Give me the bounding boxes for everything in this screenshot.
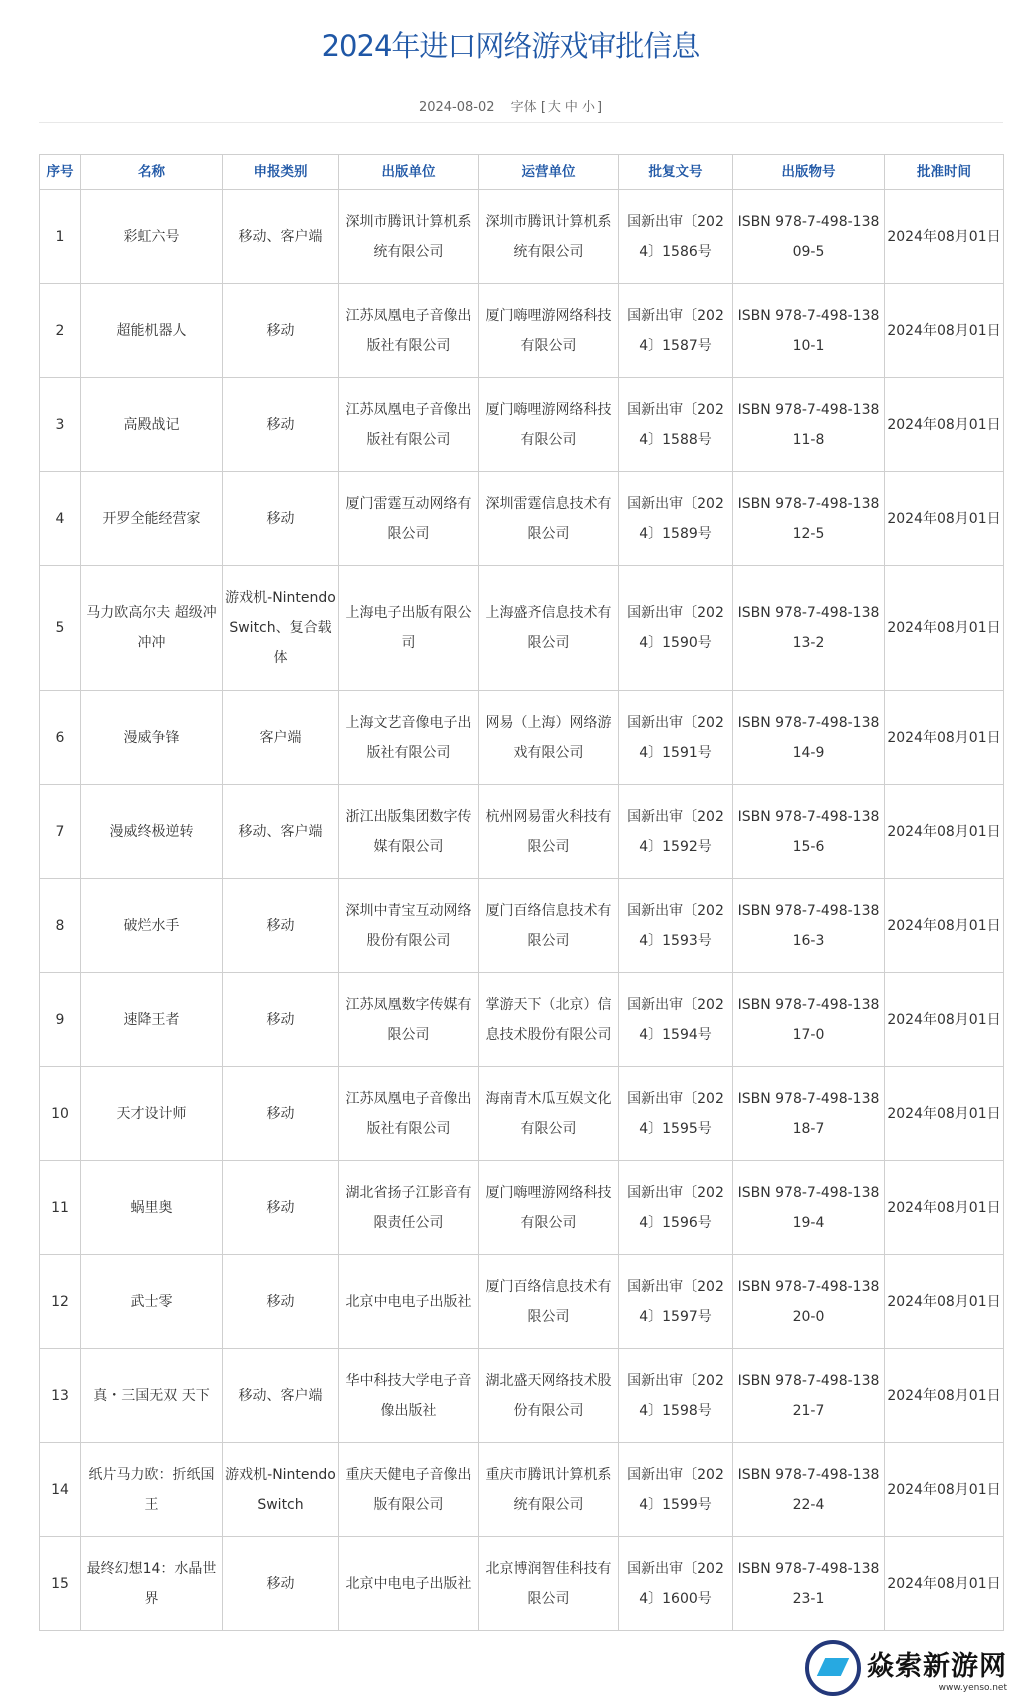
cell-col-index: 4 bbox=[40, 472, 81, 566]
cell-col-category: 移动 bbox=[223, 378, 339, 472]
cell-col-operator: 网易（上海）网络游戏有限公司 bbox=[479, 691, 619, 785]
cell-col-operator: 深圳雷霆信息技术有限公司 bbox=[479, 472, 619, 566]
cell-col-isbn: ISBN 978-7-498-13814-9 bbox=[733, 691, 885, 785]
cell-col-category: 移动 bbox=[223, 879, 339, 973]
font-large-link[interactable]: 大 bbox=[547, 100, 561, 115]
cell-col-publisher: 北京中电电子出版社 bbox=[339, 1255, 479, 1349]
table-row bbox=[40, 190, 1004, 284]
cell-col-date: 2024年08月01日 bbox=[885, 691, 1004, 785]
cell-col-approval-no: 国新出审〔2024〕1599号 bbox=[619, 1443, 733, 1537]
divider bbox=[39, 122, 1003, 123]
cell-col-isbn: ISBN 978-7-498-13810-1 bbox=[733, 284, 885, 378]
cell-col-approval-no: 国新出审〔2024〕1595号 bbox=[619, 1067, 733, 1161]
cell-col-approval-no: 国新出审〔2024〕1586号 bbox=[619, 190, 733, 284]
cell-col-category: 移动 bbox=[223, 1255, 339, 1349]
header-col-approval-no: 批复文号 bbox=[619, 155, 733, 190]
table-row bbox=[40, 1255, 1004, 1349]
cell-col-operator: 厦门嗨哩游网络科技有限公司 bbox=[479, 1161, 619, 1255]
cell-col-approval-no: 国新出审〔2024〕1598号 bbox=[619, 1349, 733, 1443]
cell-col-isbn: ISBN 978-7-498-13821-7 bbox=[733, 1349, 885, 1443]
cell-col-name: 武士零 bbox=[81, 1255, 223, 1349]
cell-col-isbn: ISBN 978-7-498-13820-0 bbox=[733, 1255, 885, 1349]
table-header-row bbox=[40, 155, 1004, 190]
cell-col-isbn: ISBN 978-7-498-13816-3 bbox=[733, 879, 885, 973]
cell-col-isbn: ISBN 978-7-498-13819-4 bbox=[733, 1161, 885, 1255]
cell-col-approval-no: 国新出审〔2024〕1592号 bbox=[619, 785, 733, 879]
cell-col-approval-no: 国新出审〔2024〕1596号 bbox=[619, 1161, 733, 1255]
font-label: 字体 bbox=[510, 100, 537, 115]
cell-col-name: 破烂水手 bbox=[81, 879, 223, 973]
font-small-link[interactable]: 小 bbox=[581, 100, 595, 115]
header-col-operator: 运营单位 bbox=[479, 155, 619, 190]
cell-col-publisher: 重庆天健电子音像出版有限公司 bbox=[339, 1443, 479, 1537]
cell-col-approval-no: 国新出审〔2024〕1597号 bbox=[619, 1255, 733, 1349]
cell-col-publisher: 深圳中青宝互动网络股份有限公司 bbox=[339, 879, 479, 973]
cell-col-publisher: 上海文艺音像电子出版社有限公司 bbox=[339, 691, 479, 785]
header-col-name: 名称 bbox=[81, 155, 223, 190]
cell-col-category: 移动、客户端 bbox=[223, 1349, 339, 1443]
cell-col-operator: 厦门百络信息技术有限公司 bbox=[479, 879, 619, 973]
table-row bbox=[40, 378, 1004, 472]
cell-col-approval-no: 国新出审〔2024〕1600号 bbox=[619, 1537, 733, 1631]
cell-col-isbn: ISBN 978-7-498-13818-7 bbox=[733, 1067, 885, 1161]
cell-col-approval-no: 国新出审〔2024〕1589号 bbox=[619, 472, 733, 566]
cell-col-isbn: ISBN 978-7-498-13811-8 bbox=[733, 378, 885, 472]
cell-col-category: 移动 bbox=[223, 973, 339, 1067]
cell-col-date: 2024年08月01日 bbox=[885, 472, 1004, 566]
cell-col-operator: 杭州网易雷火科技有限公司 bbox=[479, 785, 619, 879]
cell-col-index: 6 bbox=[40, 691, 81, 785]
cell-col-date: 2024年08月01日 bbox=[885, 1067, 1004, 1161]
cell-col-name: 高殿战记 bbox=[81, 378, 223, 472]
table-row bbox=[40, 1067, 1004, 1161]
bracket: [ bbox=[540, 100, 546, 115]
cell-col-operator: 上海盛齐信息技术有限公司 bbox=[479, 566, 619, 691]
watermark-name: 焱索新游网 bbox=[867, 1650, 1007, 1682]
cell-col-date: 2024年08月01日 bbox=[885, 566, 1004, 691]
cell-col-date: 2024年08月01日 bbox=[885, 879, 1004, 973]
cell-col-operator: 掌游天下（北京）信息技术股份有限公司 bbox=[479, 973, 619, 1067]
cell-col-publisher: 湖北省扬子江影音有限责任公司 bbox=[339, 1161, 479, 1255]
approval-table bbox=[39, 154, 1004, 1631]
cell-col-category: 游戏机-Nintendo Switch bbox=[223, 1443, 339, 1537]
cell-col-publisher: 浙江出版集团数字传媒有限公司 bbox=[339, 785, 479, 879]
cell-col-index: 10 bbox=[40, 1067, 81, 1161]
cell-col-index: 7 bbox=[40, 785, 81, 879]
cell-col-approval-no: 国新出审〔2024〕1594号 bbox=[619, 973, 733, 1067]
bracket: ] bbox=[596, 100, 603, 115]
cell-col-category: 移动 bbox=[223, 1161, 339, 1255]
table-row bbox=[40, 1443, 1004, 1537]
font-medium-link[interactable]: 中 bbox=[564, 100, 578, 115]
cell-col-category: 移动 bbox=[223, 284, 339, 378]
cell-col-publisher: 江苏凤凰电子音像出版社有限公司 bbox=[339, 378, 479, 472]
cell-col-category: 游戏机-Nintendo Switch、复合载体 bbox=[223, 566, 339, 691]
cell-col-publisher: 江苏凤凰电子音像出版社有限公司 bbox=[339, 284, 479, 378]
cell-col-index: 5 bbox=[40, 566, 81, 691]
cell-col-name: 蜗里奥 bbox=[81, 1161, 223, 1255]
cell-col-index: 13 bbox=[40, 1349, 81, 1443]
cell-col-isbn: ISBN 978-7-498-13823-1 bbox=[733, 1537, 885, 1631]
cell-col-category: 移动、客户端 bbox=[223, 190, 339, 284]
cell-col-name: 速降王者 bbox=[81, 973, 223, 1067]
cell-col-operator: 重庆市腾讯计算机系统有限公司 bbox=[479, 1443, 619, 1537]
cell-col-approval-no: 国新出审〔2024〕1590号 bbox=[619, 566, 733, 691]
cell-col-publisher: 上海电子出版有限公司 bbox=[339, 566, 479, 691]
cell-col-index: 2 bbox=[40, 284, 81, 378]
publish-date: 2024-08-02 bbox=[418, 100, 495, 115]
cell-col-operator: 厦门嗨哩游网络科技有限公司 bbox=[479, 284, 619, 378]
table-row bbox=[40, 1349, 1004, 1443]
cell-col-approval-no: 国新出审〔2024〕1588号 bbox=[619, 378, 733, 472]
cell-col-name: 超能机器人 bbox=[81, 284, 223, 378]
table-row bbox=[40, 1161, 1004, 1255]
cell-col-date: 2024年08月01日 bbox=[885, 785, 1004, 879]
cell-col-date: 2024年08月01日 bbox=[885, 973, 1004, 1067]
cell-col-operator: 湖北盛天网络技术股份有限公司 bbox=[479, 1349, 619, 1443]
cell-col-name: 漫威争锋 bbox=[81, 691, 223, 785]
watermark bbox=[801, 1638, 1011, 1698]
cell-col-isbn: ISBN 978-7-498-13815-6 bbox=[733, 785, 885, 879]
table-row bbox=[40, 566, 1004, 691]
table-row bbox=[40, 879, 1004, 973]
cell-col-isbn: ISBN 978-7-498-13809-5 bbox=[733, 190, 885, 284]
cell-col-operator: 深圳市腾讯计算机系统有限公司 bbox=[479, 190, 619, 284]
cell-col-category: 客户端 bbox=[223, 691, 339, 785]
cell-col-approval-no: 国新出审〔2024〕1593号 bbox=[619, 879, 733, 973]
cell-col-category: 移动、客户端 bbox=[223, 785, 339, 879]
cell-col-approval-no: 国新出审〔2024〕1587号 bbox=[619, 284, 733, 378]
cell-col-date: 2024年08月01日 bbox=[885, 1161, 1004, 1255]
table-row bbox=[40, 973, 1004, 1067]
cell-col-category: 移动 bbox=[223, 1537, 339, 1631]
cell-col-date: 2024年08月01日 bbox=[885, 1443, 1004, 1537]
cell-col-publisher: 江苏凤凰电子音像出版社有限公司 bbox=[339, 1067, 479, 1161]
cell-col-publisher: 江苏凤凰数字传媒有限公司 bbox=[339, 973, 479, 1067]
cell-col-name: 开罗全能经营家 bbox=[81, 472, 223, 566]
cell-col-category: 移动 bbox=[223, 1067, 339, 1161]
header-col-isbn: 出版物号 bbox=[733, 155, 885, 190]
cell-col-name: 漫威终极逆转 bbox=[81, 785, 223, 879]
page-title: 2024年进口网络游戏审批信息 bbox=[321, 29, 700, 63]
cell-col-date: 2024年08月01日 bbox=[885, 1349, 1004, 1443]
cell-col-index: 11 bbox=[40, 1161, 81, 1255]
cell-col-name: 彩虹六号 bbox=[81, 190, 223, 284]
cell-col-date: 2024年08月01日 bbox=[885, 284, 1004, 378]
cell-col-publisher: 华中科技大学电子音像出版社 bbox=[339, 1349, 479, 1443]
cell-col-isbn: ISBN 978-7-498-13822-4 bbox=[733, 1443, 885, 1537]
cell-col-name: 天才设计师 bbox=[81, 1067, 223, 1161]
header-col-publisher: 出版单位 bbox=[339, 155, 479, 190]
cell-col-index: 1 bbox=[40, 190, 81, 284]
cell-col-name: 最终幻想14：水晶世界 bbox=[81, 1537, 223, 1631]
cell-col-operator: 厦门嗨哩游网络科技有限公司 bbox=[479, 378, 619, 472]
cell-col-index: 3 bbox=[40, 378, 81, 472]
table-row bbox=[40, 691, 1004, 785]
cell-col-approval-no: 国新出审〔2024〕1591号 bbox=[619, 691, 733, 785]
cell-col-index: 8 bbox=[40, 879, 81, 973]
cell-col-index: 9 bbox=[40, 973, 81, 1067]
cell-col-index: 12 bbox=[40, 1255, 81, 1349]
cell-col-isbn: ISBN 978-7-498-13817-0 bbox=[733, 973, 885, 1067]
cell-col-name: 真・三国无双 天下 bbox=[81, 1349, 223, 1443]
cell-col-name: 纸片马力欧：折纸国王 bbox=[81, 1443, 223, 1537]
font-size-control bbox=[511, 100, 602, 115]
cell-col-operator: 厦门百络信息技术有限公司 bbox=[479, 1255, 619, 1349]
article-meta bbox=[0, 96, 1021, 115]
watermark-url: www.yenso.net bbox=[938, 1682, 1007, 1693]
cell-col-publisher: 厦门雷霆互动网络有限公司 bbox=[339, 472, 479, 566]
cell-col-publisher: 深圳市腾讯计算机系统有限公司 bbox=[339, 190, 479, 284]
cell-col-name: 马力欧高尔夫 超级冲冲冲 bbox=[81, 566, 223, 691]
cell-col-date: 2024年08月01日 bbox=[885, 1255, 1004, 1349]
header-col-date: 批准时间 bbox=[885, 155, 1004, 190]
cell-col-isbn: ISBN 978-7-498-13812-5 bbox=[733, 472, 885, 566]
cell-col-date: 2024年08月01日 bbox=[885, 1537, 1004, 1631]
cell-col-index: 14 bbox=[40, 1443, 81, 1537]
table-row bbox=[40, 785, 1004, 879]
table-row bbox=[40, 472, 1004, 566]
header-col-index: 序号 bbox=[40, 155, 81, 190]
cell-col-operator: 北京博润智佳科技有限公司 bbox=[479, 1537, 619, 1631]
cell-col-isbn: ISBN 978-7-498-13813-2 bbox=[733, 566, 885, 691]
table-row bbox=[40, 284, 1004, 378]
cell-col-date: 2024年08月01日 bbox=[885, 190, 1004, 284]
cell-col-index: 15 bbox=[40, 1537, 81, 1631]
cell-col-date: 2024年08月01日 bbox=[885, 378, 1004, 472]
cell-col-category: 移动 bbox=[223, 472, 339, 566]
watermark-logo-icon bbox=[805, 1640, 861, 1696]
table-row bbox=[40, 1537, 1004, 1631]
cell-col-operator: 海南青木瓜互娱文化有限公司 bbox=[479, 1067, 619, 1161]
header-col-category: 申报类别 bbox=[223, 155, 339, 190]
cell-col-publisher: 北京中电电子出版社 bbox=[339, 1537, 479, 1631]
